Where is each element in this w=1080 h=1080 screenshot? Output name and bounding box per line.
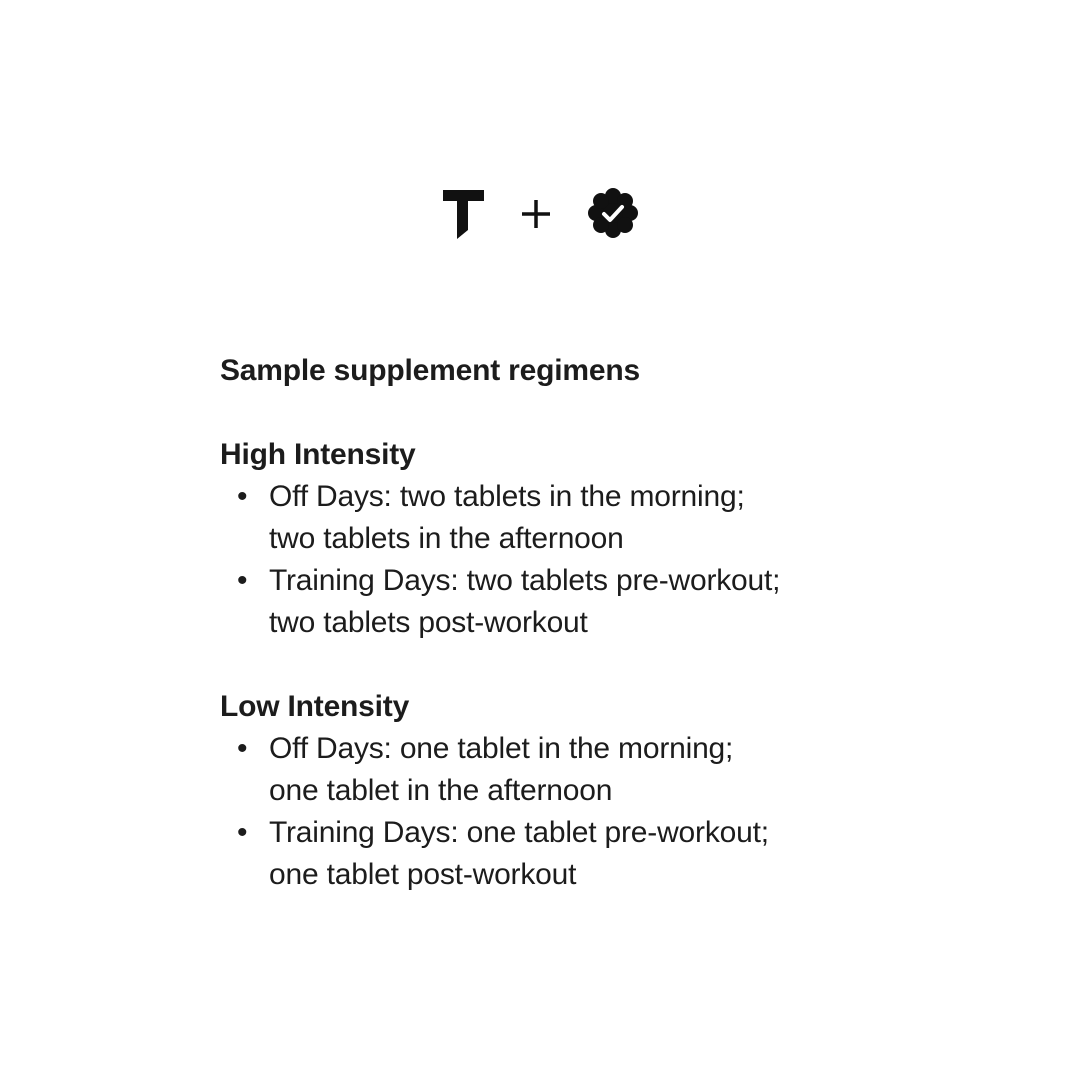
section-low-intensity [220, 686, 980, 896]
item-line: Off Days: one tablet in the morning; [269, 732, 734, 765]
list-item [220, 476, 980, 560]
list-item [220, 812, 980, 896]
plus-icon [522, 200, 550, 228]
item-line: Training Days: one tablet pre-workout; [269, 816, 769, 849]
regimen-content [220, 350, 980, 896]
logo-lockup [0, 0, 1080, 300]
bullet: • [237, 480, 248, 513]
list-item [220, 560, 980, 644]
t-logo-icon [443, 190, 484, 239]
verified-badge-icon [588, 188, 638, 238]
section-heading: Low Intensity [220, 690, 410, 723]
bullet: • [237, 732, 248, 765]
item-line: two tablets in the afternoon [269, 522, 624, 555]
list-item [220, 728, 980, 812]
item-line: Training Days: two tablets pre-workout; [269, 564, 781, 597]
bullet: • [237, 816, 248, 849]
section-high-intensity [220, 434, 980, 644]
item-line: one tablet post-workout [269, 858, 577, 891]
bullet: • [237, 564, 248, 597]
section-heading: High Intensity [220, 438, 416, 471]
item-line: one tablet in the afternoon [269, 774, 613, 807]
item-line: Off Days: two tablets in the morning; [269, 480, 745, 513]
page-title: Sample supplement regimens [220, 354, 640, 387]
item-line: two tablets post-workout [269, 606, 588, 639]
